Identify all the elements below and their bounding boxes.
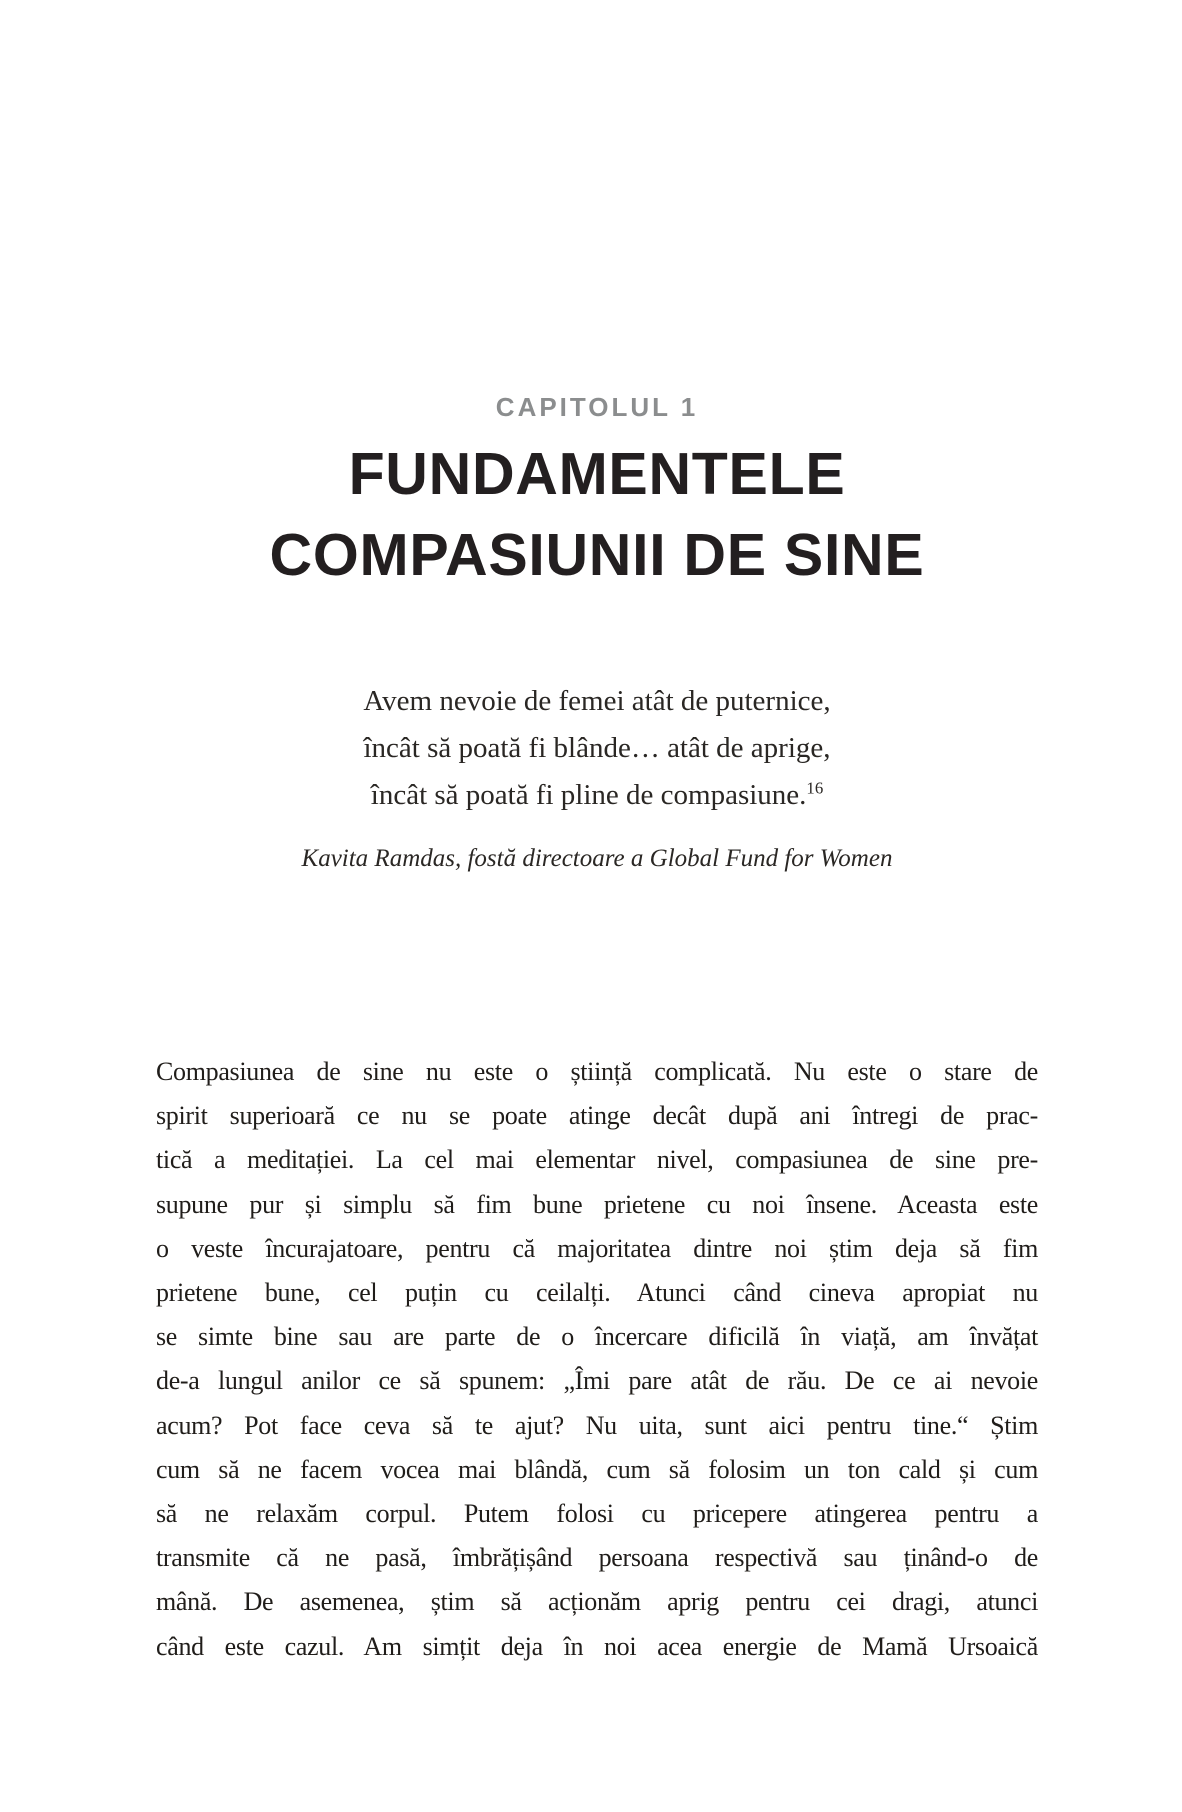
body-text-line: supune pur și simplu să fim bune prietene cu noi însene. Aceasta este — [156, 1189, 1038, 1219]
body-text-line: prietene bune, cel puțin cu ceilalți. Atunci când cineva apropiat nu — [156, 1278, 1038, 1308]
chapter-title-line-2: COMPASIUNII DE SINE — [269, 522, 925, 588]
epigraph-line — [156, 772, 1038, 819]
body-text-line: Compasiunea de sine nu este o știință complicată. Nu este o stare de — [156, 1057, 1038, 1086]
body-text-line: transmite că ne pasă, îmbrățișând persoana respectivă sau ținând-o de — [156, 1543, 1038, 1573]
body-text-line: să ne relaxăm corpul. Putem folosi cu pricepere atingerea pentru a — [156, 1499, 1038, 1529]
body-text-line: o veste încurajatoare, pentru că majoritatea dintre noi știm deja să fim — [156, 1233, 1038, 1263]
epigraph-attribution: Kavita Ramdas, fostă directoare a Global Fund for Women — [301, 845, 893, 872]
chapter-title-line-1: FUNDAMENTELE — [348, 441, 846, 507]
body-text-line: când este cazul. Am simțit deja în noi acea energie de Mamă Ursoaică — [156, 1631, 1038, 1661]
body-text-line: tică a meditației. La cel mai elementar nivel, compasiunea de sine pre- — [156, 1145, 1038, 1175]
body-text-line: mână. De asemenea, știm să acționăm aprig pentru cei dragi, atunci — [156, 1587, 1038, 1617]
body-text-line: spirit superioară ce nu se poate atinge decât după ani întregi de prac- — [156, 1101, 1038, 1131]
epigraph-line: Avem nevoie de femei atât de puternice, — [363, 685, 831, 717]
body-paragraph — [156, 1050, 1038, 1669]
footnote-reference: 16 — [806, 778, 824, 798]
epigraph-line: încât să poată fi blânde… atât de aprige, — [363, 732, 831, 764]
chapter-title — [156, 434, 1038, 596]
body-text-line: acum? Pot face ceva să te ajut? Nu uita, sunt aici pentru tine.“ Știm — [156, 1410, 1038, 1440]
epigraph-line-text: încât să poată fi pline de compasiune. — [370, 779, 807, 811]
chapter-label: CAPITOLUL 1 — [495, 392, 699, 422]
body-text-line: cum să ne facem vocea mai blândă, cum să folosim un ton cald și cum — [156, 1454, 1038, 1484]
body-text-line: de-a lungul anilor ce să spunem: „Îmi pare atât de rău. De ce ai nevoie — [156, 1366, 1038, 1396]
epigraph-quote — [156, 678, 1038, 819]
body-text-line: se simte bine sau are parte de o încercare dificilă în viață, am învățat — [156, 1322, 1038, 1352]
